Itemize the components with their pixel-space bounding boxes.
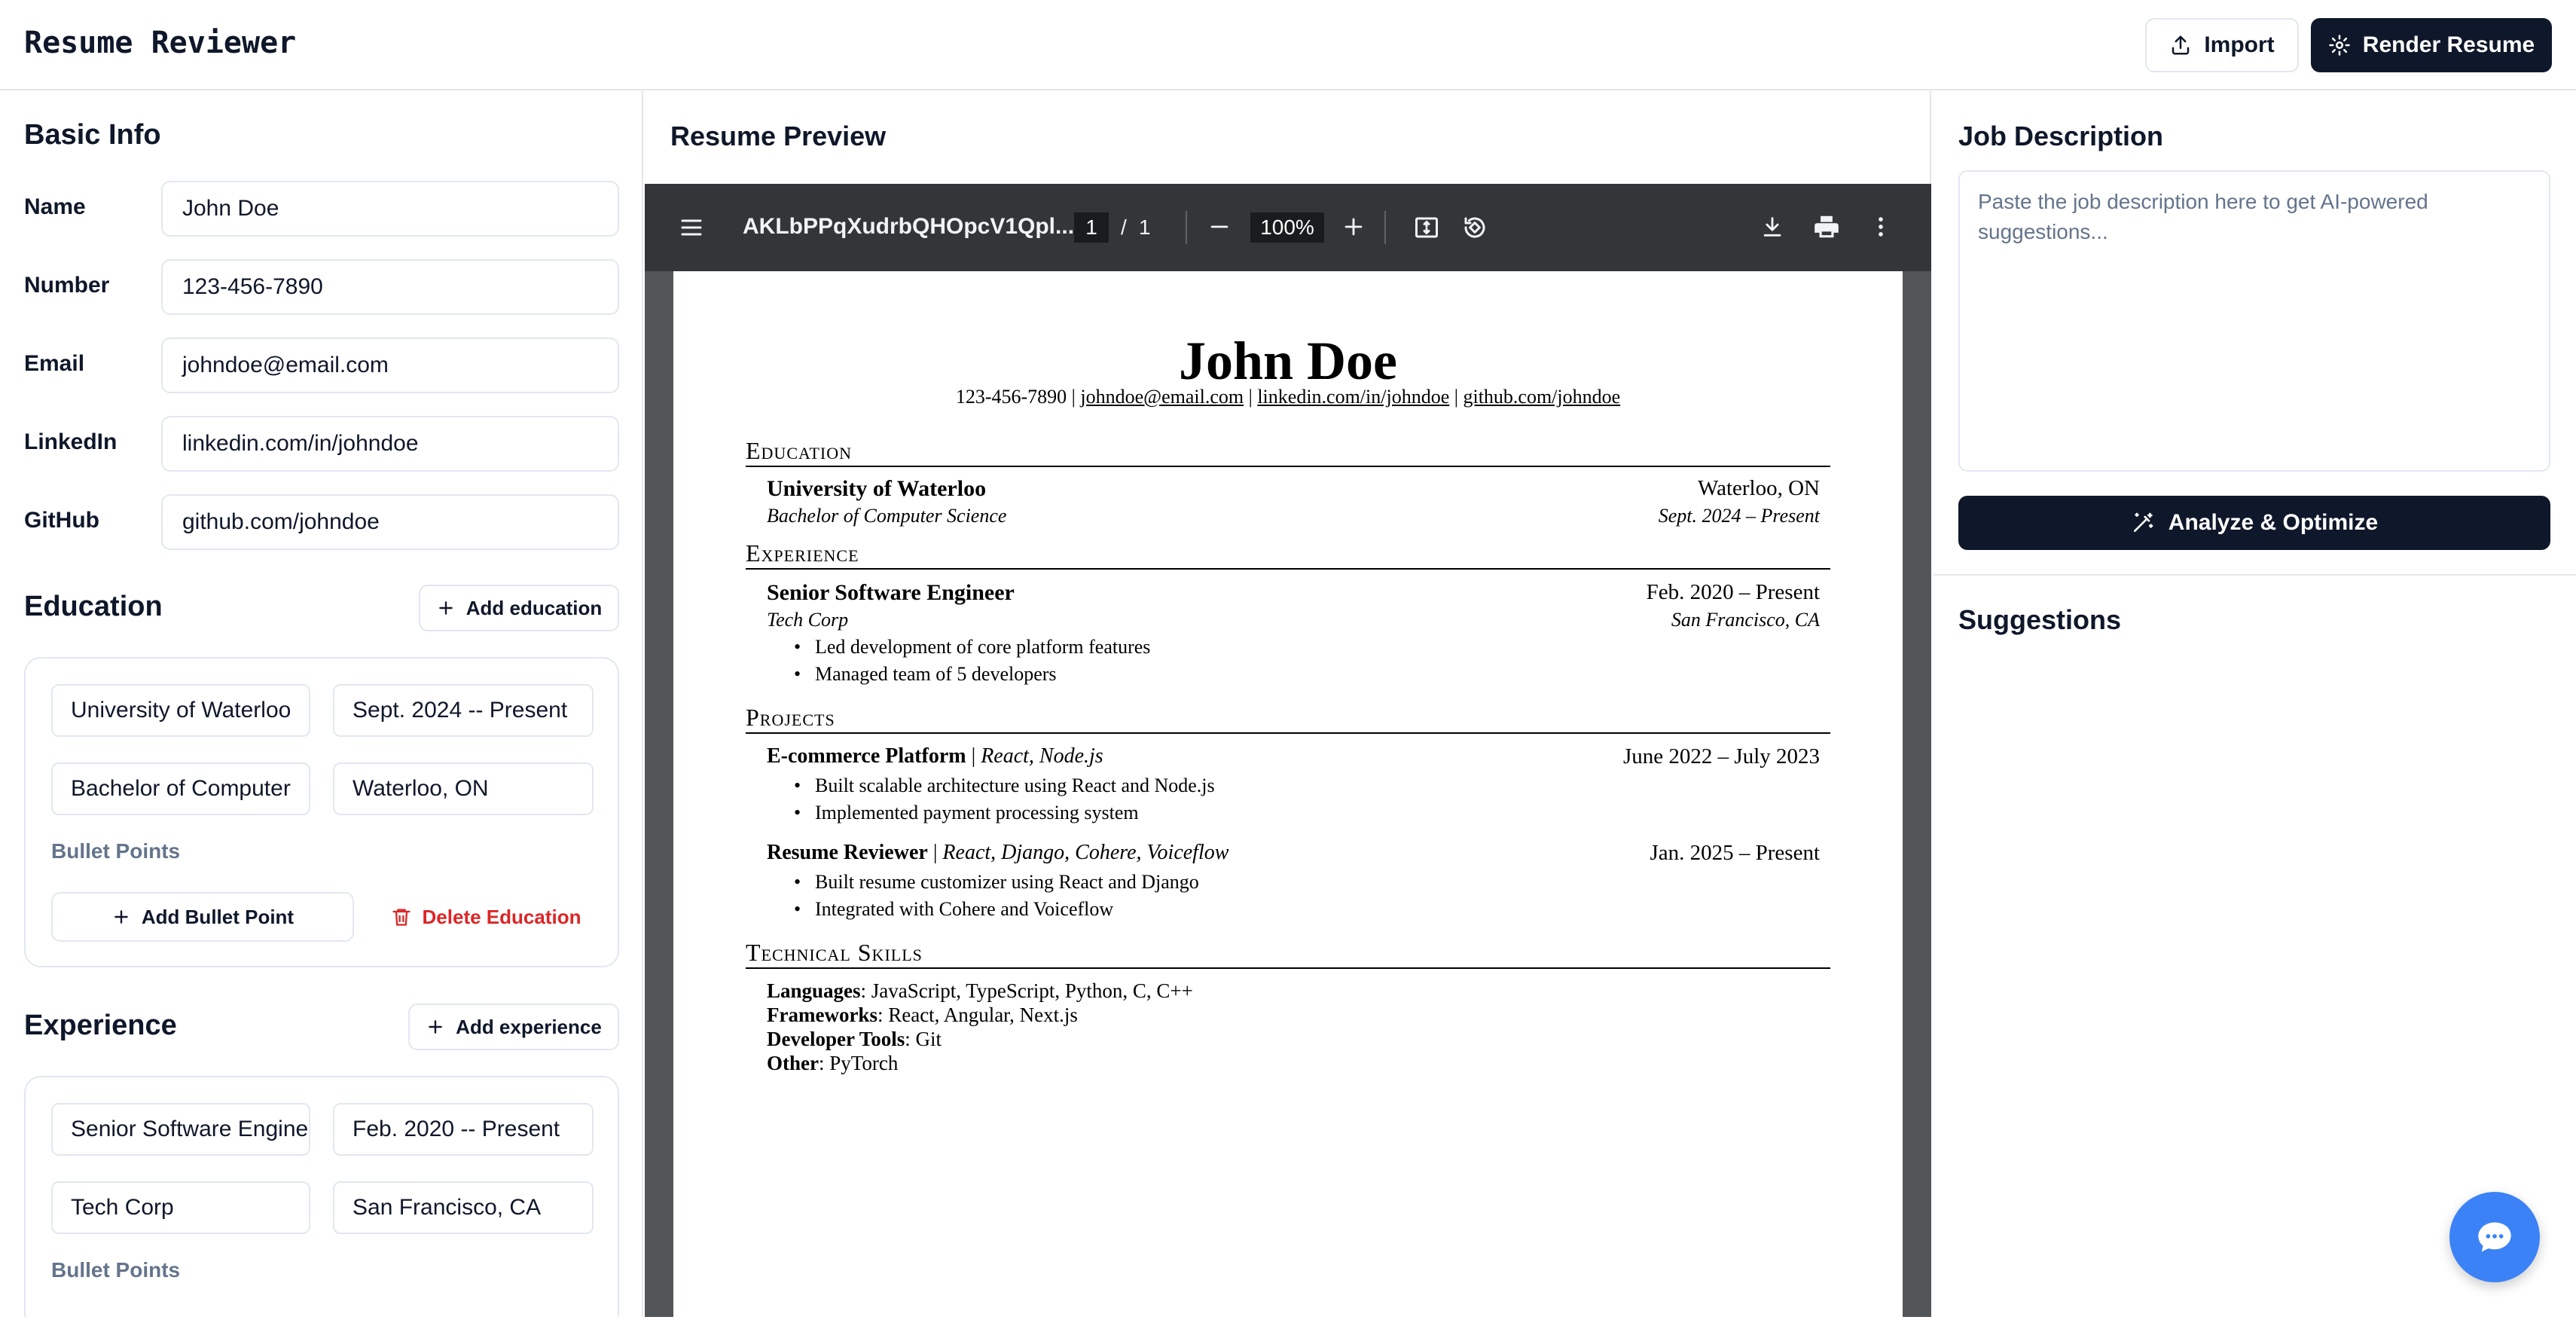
project-bullet: • Built resume customizer using React and Django <box>815 871 1199 894</box>
skills-other <box>767 1052 898 1075</box>
chat-button[interactable] <box>2449 1192 2540 1282</box>
section-heading-skills: Technical Skills <box>746 939 923 966</box>
plus-icon <box>436 598 456 618</box>
toolbar-divider <box>1384 211 1386 244</box>
contact-phone: 123-456-7890 <box>955 386 1067 408</box>
project-1-dates: June 2022 – July 2023 <box>1623 744 1820 768</box>
contact-separator: | <box>1071 386 1076 408</box>
section-rule <box>746 466 1830 467</box>
magic-wand-icon <box>2131 511 2155 535</box>
linkedin-label: LinkedIn <box>24 429 118 454</box>
resume-name: John Doe <box>1178 331 1398 391</box>
github-input[interactable]: github.com/johndoe <box>161 494 619 550</box>
gear-icon <box>2328 34 2351 57</box>
project-1-header <box>767 744 1103 768</box>
project-1-name: E-commerce Platform <box>767 744 966 768</box>
print-icon[interactable] <box>1812 212 1841 241</box>
edu-dates: Sept. 2024 – Present <box>1658 505 1820 527</box>
suggestions-title: Suggestions <box>1958 604 2122 635</box>
job-panel <box>1933 90 2576 1317</box>
skills-value: : Git <box>905 1028 942 1050</box>
section-heading-projects: Projects <box>746 704 835 731</box>
add-bullet-point-label: Add Bullet Point <box>141 905 295 928</box>
contact-separator: | <box>1454 386 1458 408</box>
editor-panel <box>0 90 643 1317</box>
add-experience-button[interactable] <box>408 1004 619 1050</box>
fit-page-icon[interactable] <box>1413 214 1440 241</box>
toolbar-divider <box>1186 211 1187 244</box>
project-bullet: • Integrated with Cohere and Voiceflow <box>815 898 1113 921</box>
experience-card <box>24 1076 619 1317</box>
skills-dev-tools <box>767 1028 942 1051</box>
education-degree-input[interactable]: Bachelor of Computer <box>51 762 310 815</box>
zoom-out-icon[interactable] <box>1207 214 1232 240</box>
add-experience-label: Add experience <box>456 1015 602 1038</box>
add-education-label: Add education <box>465 596 603 619</box>
number-input[interactable]: 123-456-7890 <box>161 259 619 315</box>
project-bullet: • Implemented payment processing system <box>815 802 1139 824</box>
plus-icon <box>111 907 131 927</box>
contact-linkedin-link[interactable]: linkedin.com/in/johndoe <box>1257 386 1450 408</box>
basic-info-title: Basic Info <box>24 119 161 151</box>
analyze-label: Analyze & Optimize <box>2168 510 2379 535</box>
email-label: Email <box>24 351 85 376</box>
skills-key: Developer Tools <box>767 1028 905 1050</box>
experience-bullets-label: Bullet Points <box>51 1258 181 1282</box>
project-bullet: • Built scalable architecture using React and Node.js <box>815 775 1215 797</box>
education-school-input[interactable]: University of Waterloo <box>51 684 310 737</box>
pdf-page-separator: / <box>1121 215 1127 239</box>
job-description-title: Job Description <box>1958 121 2164 151</box>
exp-company: Tech Corp <box>767 609 849 631</box>
github-label: GitHub <box>24 508 99 533</box>
project-1-tech: React, Node.js <box>981 744 1103 768</box>
edu-degree: Bachelor of Computer Science <box>767 505 1007 527</box>
contact-separator: | <box>1248 386 1253 408</box>
skills-value: : React, Angular, Next.js <box>877 1004 1078 1026</box>
pdf-zoom-level[interactable]: 100% <box>1250 212 1324 243</box>
render-resume-button[interactable] <box>2311 18 2552 72</box>
import-button[interactable] <box>2145 18 2299 72</box>
education-dates-input[interactable]: Sept. 2024 -- Present <box>333 684 594 737</box>
more-options-icon[interactable] <box>1868 214 1894 240</box>
section-rule <box>746 568 1830 570</box>
add-bullet-point-button[interactable] <box>51 892 354 942</box>
skills-key: Other <box>767 1052 819 1074</box>
analyze-optimize-button[interactable] <box>1958 496 2550 550</box>
exp-location: San Francisco, CA <box>1671 609 1820 631</box>
menu-icon[interactable] <box>678 214 705 241</box>
preview-title: Resume Preview <box>670 121 887 151</box>
resume-page <box>673 271 1903 1326</box>
contact-email-link[interactable]: johndoe@email.com <box>1080 386 1244 408</box>
linkedin-input[interactable]: linkedin.com/in/johndoe <box>161 416 619 472</box>
name-label: Name <box>24 194 86 219</box>
import-label: Import <box>2204 32 2275 57</box>
delete-education-label: Delete Education <box>422 905 581 928</box>
section-rule <box>746 967 1830 969</box>
upload-icon <box>2169 34 2192 57</box>
experience-location-input[interactable]: San Francisco, CA <box>333 1181 594 1234</box>
section-heading-experience: Experience <box>746 539 859 567</box>
add-education-button[interactable] <box>419 585 619 631</box>
skills-value: : PyTorch <box>818 1052 899 1074</box>
download-icon[interactable] <box>1760 214 1785 240</box>
project-2-dates: Jan. 2025 – Present <box>1650 841 1820 865</box>
divider <box>1933 574 2576 576</box>
exp-bullet: • Managed team of 5 developers <box>815 663 1057 686</box>
top-bar <box>0 0 2576 90</box>
exp-title: Senior Software Engineer <box>767 580 1015 605</box>
project-separator: | <box>932 841 938 864</box>
exp-dates: Feb. 2020 – Present <box>1646 580 1820 604</box>
pdf-page-input[interactable]: 1 <box>1074 212 1109 243</box>
resume-contact <box>673 386 1903 408</box>
contact-github-link[interactable]: github.com/johndoe <box>1463 386 1621 408</box>
education-bullets-label: Bullet Points <box>51 839 181 863</box>
skills-frameworks <box>767 1004 1078 1027</box>
pdf-page-total: 1 <box>1139 215 1151 239</box>
section-heading-education: Education <box>746 437 852 464</box>
chat-bubble-icon <box>2475 1218 2514 1257</box>
edu-school: University of Waterloo <box>767 476 987 501</box>
email-input[interactable]: johndoe@email.com <box>161 338 619 393</box>
experience-dates-input[interactable]: Feb. 2020 -- Present <box>333 1103 594 1156</box>
skills-value: : JavaScript, TypeScript, Python, C, C++ <box>860 979 1193 1002</box>
experience-company-input[interactable]: Tech Corp <box>51 1181 310 1234</box>
experience-title: Experience <box>24 1010 177 1041</box>
app-title: Resume Reviewer <box>24 26 297 60</box>
plus-icon <box>426 1017 445 1037</box>
trash-icon <box>391 906 412 927</box>
pdf-viewer[interactable] <box>645 271 1931 1317</box>
education-location-input[interactable]: Waterloo, ON <box>333 762 594 815</box>
skills-key: Languages <box>767 979 861 1002</box>
rotate-icon[interactable] <box>1461 214 1488 241</box>
name-input[interactable]: John Doe <box>161 181 619 237</box>
pdf-toolbar <box>645 184 1931 271</box>
education-title: Education <box>24 591 163 622</box>
number-label: Number <box>24 273 110 298</box>
project-separator: | <box>971 744 976 768</box>
education-card <box>24 657 619 967</box>
resume-preview-panel <box>645 90 1931 1317</box>
experience-role-input[interactable]: Senior Software Engine <box>51 1103 310 1156</box>
project-2-name: Resume Reviewer <box>767 841 928 864</box>
pdf-filename: AKLbPPqXudrbQHOpcV1Qpl... <box>743 214 1075 239</box>
zoom-in-icon[interactable] <box>1341 214 1366 240</box>
section-rule <box>746 732 1830 734</box>
exp-bullet: • Led development of core platform features <box>815 636 1150 658</box>
project-2-tech: React, Django, Cohere, Voiceflow <box>942 841 1229 864</box>
project-2-header <box>767 841 1228 865</box>
render-label: Render Resume <box>2362 32 2535 57</box>
job-description-textarea[interactable]: Paste the job description here to get AI-powered suggestions... <box>1958 170 2550 472</box>
skills-key: Frameworks <box>767 1004 877 1026</box>
delete-education-button[interactable] <box>380 892 592 942</box>
skills-languages <box>767 979 1193 1003</box>
edu-location: Waterloo, ON <box>1698 476 1820 500</box>
